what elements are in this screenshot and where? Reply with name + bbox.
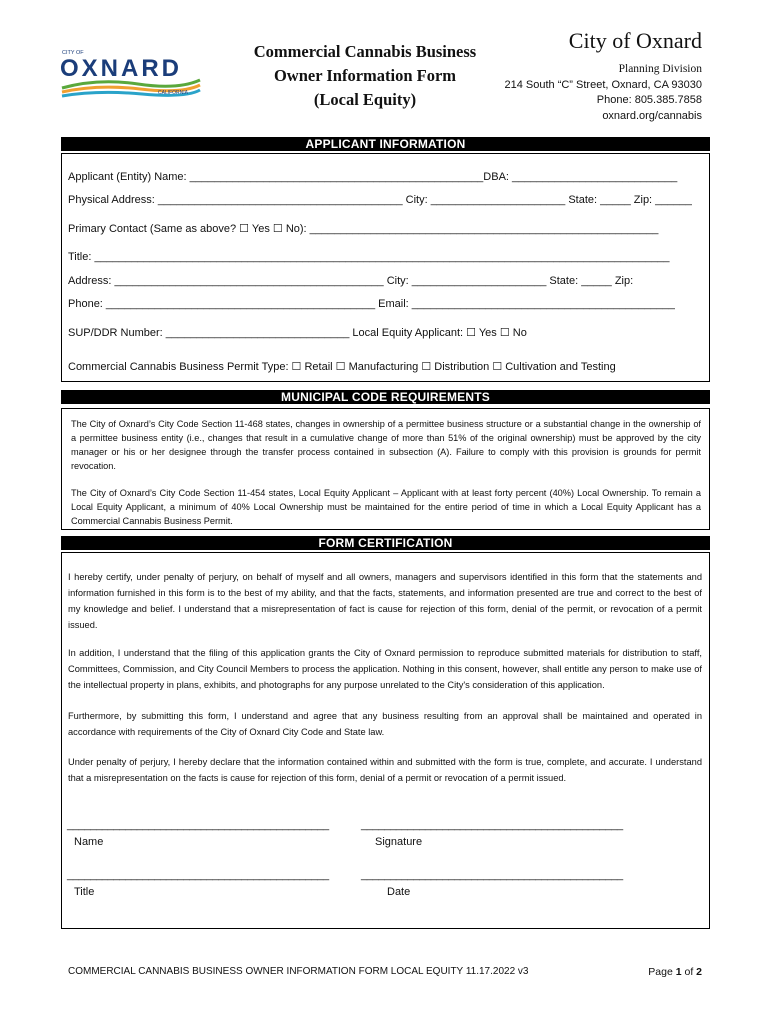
municipal-paragraph-2: The City of Oxnard’s City Code Section 11-454 states, Local Equity Applicant – Applicant with at least forty percent (40%) Local Ownership. To remain a Local Equity Applicant, a minimum of 40% Local Ownership must be maintained for the entire period of time in which a Local Equity Applicant has a Commercial Cannabis Business Permit. [71,488,701,526]
applicant-box [61,153,710,382]
page-number [648,966,702,978]
logo-sub-text: CALIFORNIA [158,90,189,96]
logo-top-text: CITY OF [62,50,84,56]
phone: Phone: 805.385.7858 [596,94,702,106]
website: oxnard.org/cannabis [602,109,702,122]
form-title [230,40,500,112]
name-line[interactable]: _____________________________________________ [67,819,329,831]
physical-address-field[interactable]: Physical Address: ________________________________________ City: ______________________ State: _____ Zip: ______ [68,194,692,206]
page-prefix: Page [648,966,676,978]
title-line[interactable]: _____________________________________________ [67,869,329,881]
cert-paragraph-3: Furthermore, by submitting this form, I understand and agree that any business resulting from an approval shall be maintained and operated in accordance with requirements of the City of Oxnard City Code and State law. [68,711,702,737]
street-address: 214 South “C” Street, Oxnard, CA 93030 [504,78,702,91]
permit-type-field[interactable]: Commercial Cannabis Business Permit Type: ☐ Retail ☐ Manufacturing ☐ Distribution ☐ Cultivation and Testing [68,361,616,373]
cert-paragraph-1: I hereby certify, under penalty of perjury, on behalf of myself and all owners, managers and supervisors identified in this form that the statements and information furnished in this form is to the best of my ability, and that the facts, statements, and information presented are true and correct to the best of my knowledge and belief. I understand that a misrepresentation of fact is cause for rejection of this form, denial of the permit, or revocation of a permit issued. [68,572,702,630]
date-line[interactable]: _____________________________________________ [361,869,623,881]
page-of: of [681,966,697,978]
logo-main-text: OXNARD [60,55,183,82]
division: Planning Division [618,63,702,75]
date-label: Date [387,886,411,898]
certification-box [61,552,710,929]
signature-line[interactable]: _____________________________________________ [361,819,623,831]
form-title-line-1: Commercial Cannabis Business [253,42,477,61]
applicant-name-field[interactable]: Applicant (Entity) Name: ________________________________________________DBA: ___________________________ [68,171,678,183]
form-title-line-3: (Local Equity) [313,90,417,109]
phone-email-field[interactable]: Phone: ____________________________________________ Email: ___________________________________________ [68,298,675,310]
cert-paragraph-4: Under penalty of perjury, I hereby declare that the information contained within and submitted with the form is true, complete, and accurate. I understand that a misrepresentation on the facts is cause for rejection of this form, denial of a permit or revocation of a permit issued. [68,757,702,783]
primary-contact-field[interactable]: Primary Contact (Same as above? ☐ Yes ☐ No): _________________________________________________________ [68,223,659,235]
cert-paragraph-2: In addition, I understand that the filing of this application grants the City of Oxnard permission to reproduce submitted materials for distribution to staff, Committees, Commission, and City Council Members to process the application. Nothing in this consent, however, shall entitle any person to make use of the intellectual property in plans, exhibits, and photographs for any purpose unrelated to the City's consideration of this application. [68,648,702,690]
name-label: Name [74,836,104,848]
footer-text: COMMERCIAL CANNABIS BUSINESS OWNER INFORMATION FORM LOCAL EQUITY 11.17.2022 v3 [68,966,529,977]
municipal-paragraph-1: The City of Oxnard’s City Code Section 11-468 states, changes in ownership of a permittee business structure or a substantial change in the ownership of a permittee business entity (i.e., changes that result in a cumulative change of more than 51% of the original ownership) must be approved by the city manager or his or her designee through the transfer process contained in subsection (A). Failure to comply with this provision is grounds for permit revocation. [71,419,701,471]
city-address-block [504,62,702,124]
sup-ddr-field[interactable]: SUP/DDR Number: ______________________________ Local Equity Applicant: ☐ Yes ☐ No [68,327,527,339]
signature-label: Signature [375,836,423,848]
municipal-box [61,408,710,530]
section-header-applicant: APPLICANT INFORMATION [61,137,710,151]
page-current: 1 [675,966,682,978]
title-label: Title [74,886,95,898]
section-header-certification: FORM CERTIFICATION [61,536,710,550]
city-name: City of Oxnard [568,28,702,53]
title-field[interactable]: Title: ______________________________________________________________________________________________ [68,251,670,263]
city-logo [58,48,208,108]
address-field[interactable]: Address: ____________________________________________ City: ______________________ State: _____ Zip: [68,275,634,287]
section-header-municipal: MUNICIPAL CODE REQUIREMENTS [61,390,710,404]
form-title-line-2: Owner Information Form [273,66,457,85]
page-total: 2 [696,966,702,978]
